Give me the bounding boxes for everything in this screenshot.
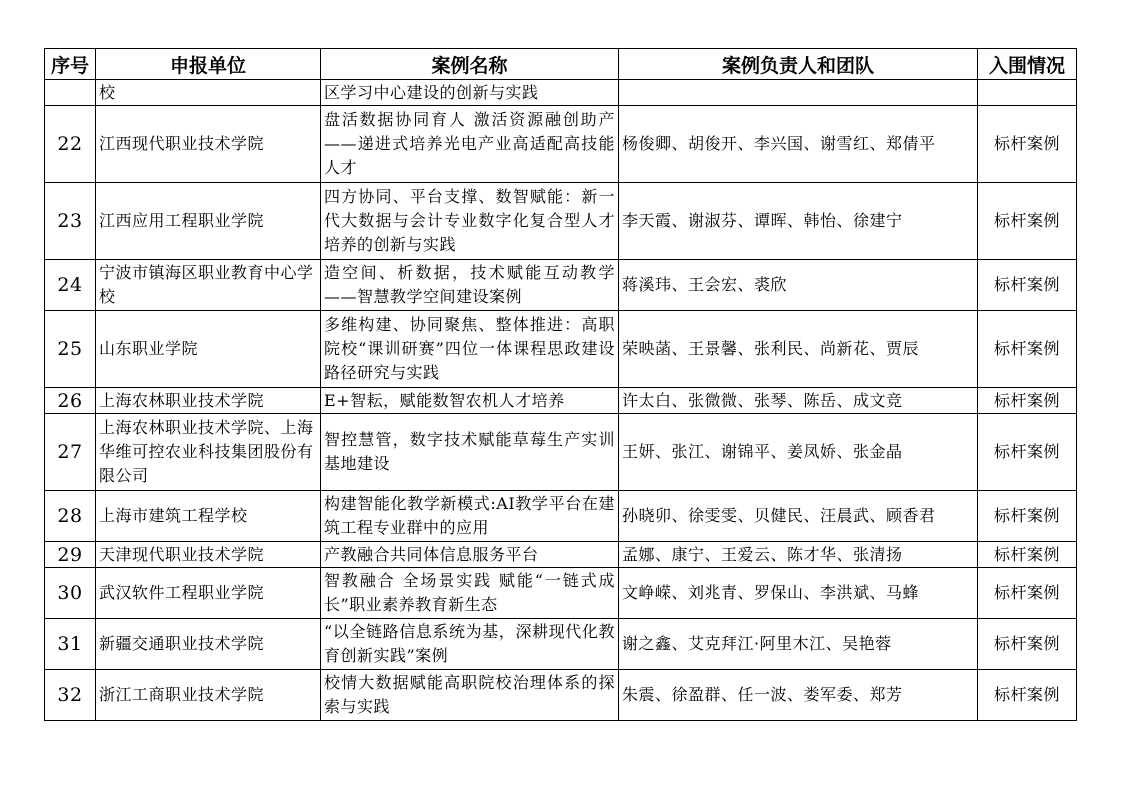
team-members: 朱震、徐盈群、任一波、娄军委、郑芳 <box>619 670 978 721</box>
selection-status: 标杆案例 <box>978 542 1077 568</box>
applicant-unit: 新疆交通职业技术学院 <box>96 619 321 670</box>
row-number: 28 <box>45 491 96 542</box>
team-members: 谢之鑫、艾克拜江·阿里木江、吴艳蓉 <box>619 619 978 670</box>
header-status: 入围情况 <box>978 49 1077 80</box>
team-members: 王妍、张江、谢锦平、姜凤娇、张金晶 <box>619 414 978 491</box>
selection-status: 标杆案例 <box>978 414 1077 491</box>
applicant-unit: 天津现代职业技术学院 <box>96 542 321 568</box>
row-number: 25 <box>45 311 96 388</box>
row-number: 23 <box>45 183 96 260</box>
row-number: 27 <box>45 414 96 491</box>
row-number: 24 <box>45 260 96 311</box>
applicant-unit: 江西应用工程职业学院 <box>96 183 321 260</box>
header-team: 案例负责人和团队 <box>619 49 978 80</box>
case-name: 区学习中心建设的创新与实践 <box>321 80 619 106</box>
selection-status: 标杆案例 <box>978 260 1077 311</box>
applicant-unit: 上海农林职业技术学院、上海华维可控农业科技集团股份有限公司 <box>96 414 321 491</box>
team-members: 孙晓卯、徐雯雯、贝健民、汪晨武、顾香君 <box>619 491 978 542</box>
selection-status: 标杆案例 <box>978 619 1077 670</box>
team-members: 荣映菡、王景馨、张利民、尚新花、贾辰 <box>619 311 978 388</box>
case-name: 四方协同、平台支撑、数智赋能：新一代大数据与会计专业数字化复合型人才培养的创新与实践 <box>321 183 619 260</box>
team-members: 杨俊卿、胡俊开、李兴国、谢雪红、郑倩平 <box>619 106 978 183</box>
selection-status: 标杆案例 <box>978 491 1077 542</box>
team-members: 孟娜、康宁、王爱云、陈才华、张清扬 <box>619 542 978 568</box>
table-row <box>45 568 1077 619</box>
selection-status: 标杆案例 <box>978 388 1077 414</box>
row-number <box>45 80 96 106</box>
case-name: 产教融合共同体信息服务平台 <box>321 542 619 568</box>
table-row <box>45 670 1077 721</box>
selection-status: 标杆案例 <box>978 106 1077 183</box>
applicant-unit: 浙江工商职业技术学院 <box>96 670 321 721</box>
case-name: 多维构建、协同聚焦、整体推进：高职院校“课训研赛”四位一体课程思政建设路径研究与实践 <box>321 311 619 388</box>
case-name: 智控慧管，数字技术赋能草莓生产实训基地建设 <box>321 414 619 491</box>
case-name: 盘活数据协同育人 激活资源融创助产 ——递进式培养光电产业高适配高技能人才 <box>321 106 619 183</box>
table-row <box>45 542 1077 568</box>
row-number: 30 <box>45 568 96 619</box>
team-members: 许太白、张微微、张琴、陈岳、成文竞 <box>619 388 978 414</box>
table-row <box>45 491 1077 542</box>
case-name: 构建智能化教学新模式:AI教学平台在建筑工程专业群中的应用 <box>321 491 619 542</box>
table-row <box>45 388 1077 414</box>
header-no: 序号 <box>45 49 96 80</box>
table-row <box>45 106 1077 183</box>
case-name: “以全链路信息系统为基，深耕现代化教育创新实践”案例 <box>321 619 619 670</box>
row-number: 31 <box>45 619 96 670</box>
table-header-row <box>45 49 1077 80</box>
applicant-unit: 上海市建筑工程学校 <box>96 491 321 542</box>
team-members <box>619 80 978 106</box>
selection-status <box>978 80 1077 106</box>
row-number: 29 <box>45 542 96 568</box>
case-name: 造空间、析数据，技术赋能互动教学——智慧教学空间建设案例 <box>321 260 619 311</box>
team-members: 蒋溪玮、王会宏、裘欣 <box>619 260 978 311</box>
applicant-unit: 武汉软件工程职业学院 <box>96 568 321 619</box>
header-unit: 申报单位 <box>96 49 321 80</box>
table-row <box>45 619 1077 670</box>
selection-status: 标杆案例 <box>978 183 1077 260</box>
team-members: 文峥嵘、刘兆青、罗保山、李洪斌、马蜂 <box>619 568 978 619</box>
table-row <box>45 414 1077 491</box>
table-row <box>45 260 1077 311</box>
table-row <box>45 183 1077 260</box>
applicant-unit: 山东职业学院 <box>96 311 321 388</box>
case-name: 校情大数据赋能高职院校治理体系的探索与实践 <box>321 670 619 721</box>
table-row <box>45 311 1077 388</box>
case-list-table <box>44 48 1077 721</box>
selection-status: 标杆案例 <box>978 568 1077 619</box>
header-case: 案例名称 <box>321 49 619 80</box>
applicant-unit: 江西现代职业技术学院 <box>96 106 321 183</box>
team-members: 李天霞、谢淑芬、谭晖、韩怡、徐建宁 <box>619 183 978 260</box>
applicant-unit: 上海农林职业技术学院 <box>96 388 321 414</box>
selection-status: 标杆案例 <box>978 311 1077 388</box>
selection-status: 标杆案例 <box>978 670 1077 721</box>
case-name: E+智耘，赋能数智农机人才培养 <box>321 388 619 414</box>
row-number: 32 <box>45 670 96 721</box>
table-row <box>45 80 1077 106</box>
applicant-unit: 校 <box>96 80 321 106</box>
applicant-unit: 宁波市镇海区职业教育中心学校 <box>96 260 321 311</box>
row-number: 26 <box>45 388 96 414</box>
row-number: 22 <box>45 106 96 183</box>
case-name: 智教融合 全场景实践 赋能“一链式成长”职业素养教育新生态 <box>321 568 619 619</box>
